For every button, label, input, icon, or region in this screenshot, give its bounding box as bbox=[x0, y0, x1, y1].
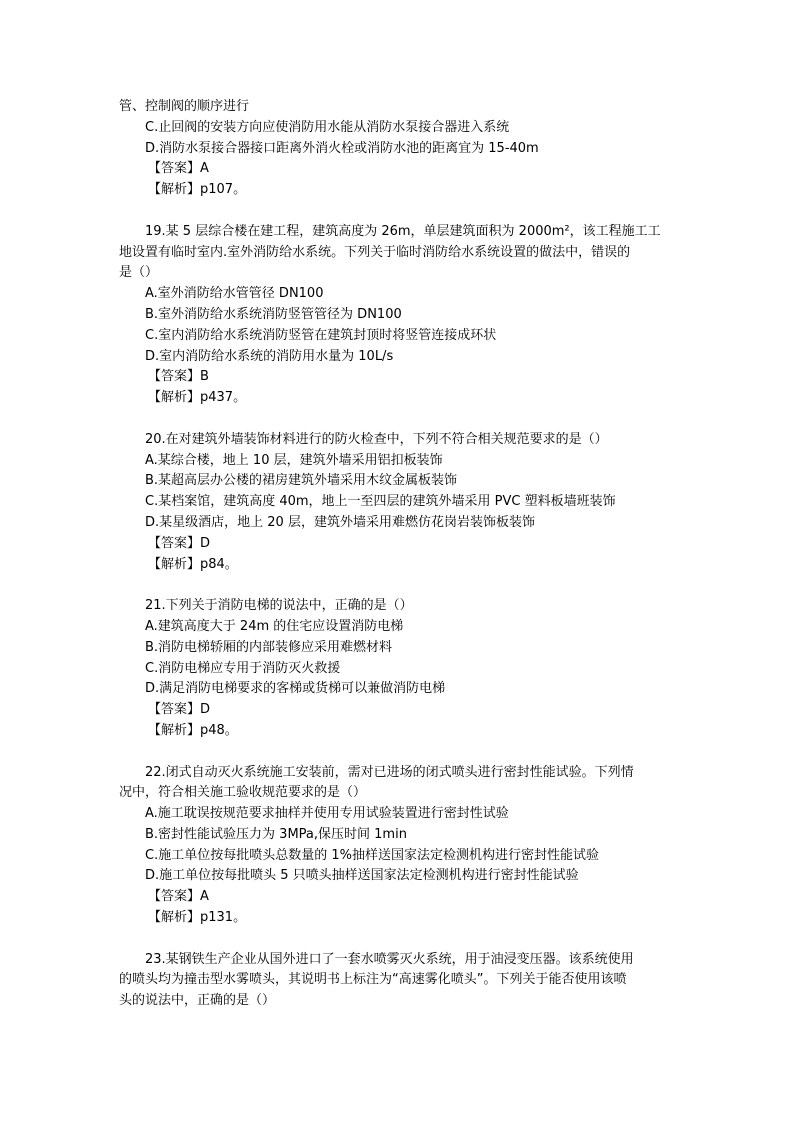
answer: 【答案】D bbox=[148, 535, 211, 551]
question-23-stem: 头的说法中，正确的是（） bbox=[119, 993, 276, 1009]
option-d: D.某星级酒店，地上 20 层，建筑外墙采用难燃仿花岗岩装饰板装饰 bbox=[145, 514, 535, 530]
analysis: 【解析】p107。 bbox=[148, 182, 247, 198]
analysis: 【解析】p84。 bbox=[148, 556, 238, 572]
option-d: D.满足消防电梯要求的客梯或货梯可以兼做消防电梯 bbox=[145, 681, 446, 697]
option-d: D.室内消防给水系统的消防用水量为 10L/s bbox=[145, 348, 394, 364]
question-20-stem: 20.在对建筑外墙装饰材料进行的防火检查中，下列不符合相关规范要求的是（） bbox=[145, 431, 608, 447]
option-b: B.室外消防给水系统消防竖管管径为 DN100 bbox=[145, 306, 402, 322]
option-c: C.施工单位按每批喷头总数量的 1%抽样送国家法定检测机构进行密封性能试验 bbox=[145, 847, 599, 863]
question-19-stem: 19.某 5 层综合楼在建工程，建筑高度为 26m，单层建筑面积为 2000m²，该工程施工工 bbox=[145, 223, 661, 239]
answer: 【答案】A bbox=[148, 889, 209, 905]
question-19-stem: 地设置有临时室内.室外消防给水系统。下列关于临时消防给水系统设置的做法中，错误的 bbox=[119, 244, 631, 260]
question-23-stem: 23.某钢铁生产企业从国外进口了一套水喷雾灭火系统，用于油浸变压器。该系统使用 bbox=[145, 951, 634, 967]
answer: 【答案】A bbox=[148, 161, 209, 177]
option-a: A.某综合楼，地上 10 层，建筑外墙采用铝扣板装饰 bbox=[145, 452, 443, 468]
option-c: C.消防电梯应专用于消防灭火救援 bbox=[145, 660, 341, 676]
question-19-stem: 是（） bbox=[119, 265, 159, 281]
option-c: C.室内消防给水系统消防竖管在建筑封顶时将竖管连接成环状 bbox=[145, 327, 497, 343]
option-a: A.建筑高度大于 24m 的住宅应设置消防电梯 bbox=[145, 618, 404, 634]
document-page bbox=[119, 97, 679, 1012]
analysis: 【解析】p437。 bbox=[148, 390, 247, 406]
option-b: B.某超高层办公楼的裙房建筑外墙采用木纹金属板装饰 bbox=[145, 473, 458, 489]
option-a: A.室外消防给水管管径 DN100 bbox=[145, 286, 324, 302]
question-21-stem: 21.下列关于消防电梯的说法中，正确的是（） bbox=[145, 598, 413, 614]
question-22-stem: 况中，符合相关施工验收规范要求的是（） bbox=[119, 785, 367, 801]
option-a: A.施工耽误按规范要求抽样并使用专用试验装置进行密封性试验 bbox=[145, 806, 509, 822]
analysis: 【解析】p48。 bbox=[148, 722, 238, 738]
question-18-continuation: 管、控制阀的顺序进行 bbox=[119, 99, 250, 114]
analysis: 【解析】p131。 bbox=[148, 910, 247, 926]
option-b: B.消防电梯轿厢的内部装修应采用难燃材料 bbox=[145, 639, 393, 655]
option-c: C.某档案馆，建筑高度 40m，地上一至四层的建筑外墙采用 PVC 塑料板墙班装饰 bbox=[145, 494, 616, 510]
option-c: C.止回阀的安装方向应使消防用水能从消防水泵接合器进入系统 bbox=[145, 119, 510, 135]
answer: 【答案】D bbox=[148, 702, 211, 718]
option-d: D.消防水泵接合器接口距离外消火栓或消防水池的距离宜为 15-40m bbox=[145, 140, 539, 156]
question-22-stem: 22.闭式自动灭火系统施工安装前，需对已进场的闭式喷头进行密封性能试验。下列情 bbox=[145, 764, 634, 780]
question-23-stem: 的喷头均为撞击型水雾喷头，其说明书上标注为“高速雾化喷头”。下列关于能否使用该喷 bbox=[119, 972, 627, 988]
option-b: B.密封性能试验压力为 3MPa,保压时间 1min bbox=[145, 826, 407, 842]
option-d: D.施工单位按每批喷头 5 只喷头抽样送国家法定检测机构进行密封性能试验 bbox=[145, 868, 579, 884]
answer: 【答案】B bbox=[148, 369, 209, 385]
